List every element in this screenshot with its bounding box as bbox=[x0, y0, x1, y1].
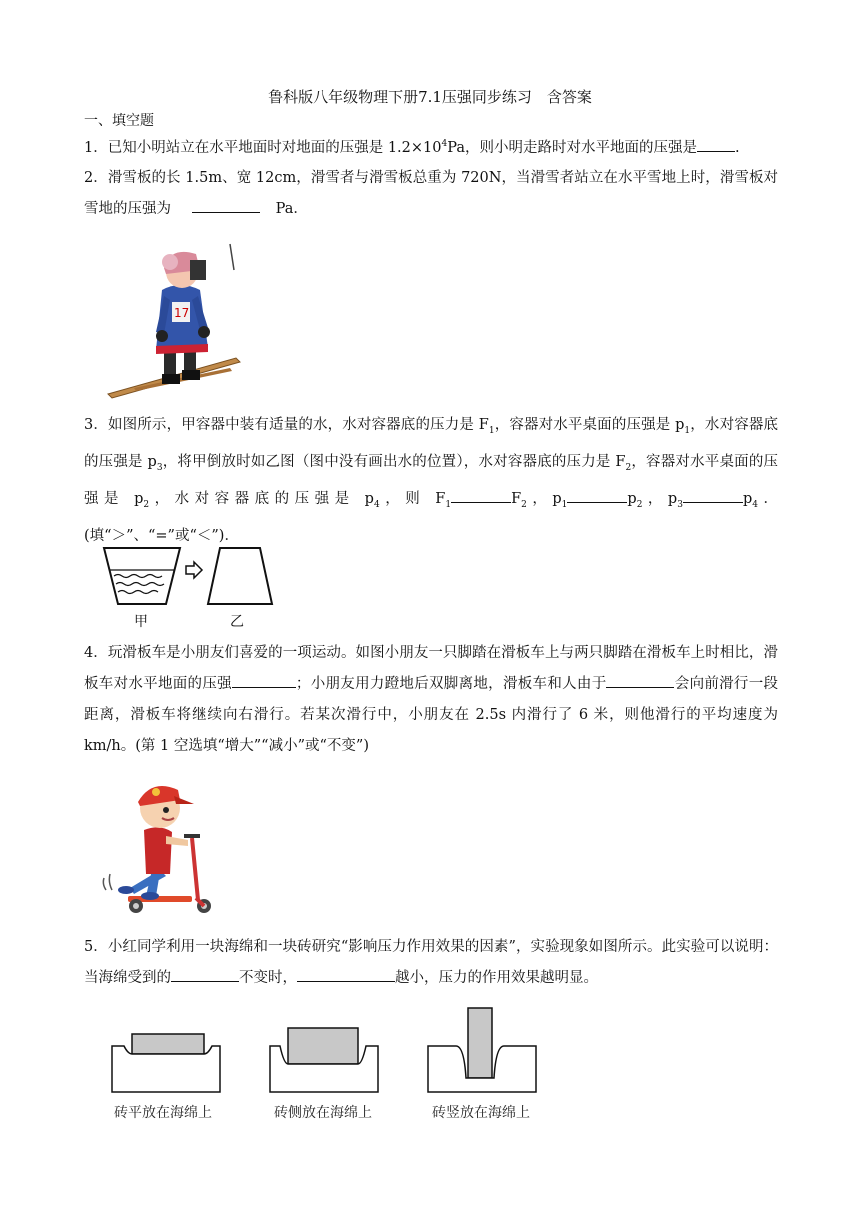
q3-sub: 1 bbox=[561, 499, 568, 510]
q4-text-a: 4．玩滑板车是小朋友们喜爱的一项运动。如图小朋友一只脚踏在滑板车上与两只脚踏在滑板车上时相比，滑板车对水平地面的压强 bbox=[84, 645, 778, 692]
q3-sub: 4 bbox=[752, 499, 758, 510]
q3-text: ，水对容器底的压强是 p bbox=[149, 490, 374, 507]
q5-text-a: 5．小红同学利用一块海绵和一块砖研究“影响压力作用效果的因素”，实验现象如图所示。此实验可以说明：当海绵受到的 bbox=[84, 939, 778, 986]
q1-text-a: 1．已知小明站立在水平地面时对地面的压强是 1.2×10 bbox=[84, 139, 442, 156]
answer-blank[interactable] bbox=[567, 487, 627, 503]
sponge-diagram-upright bbox=[426, 1006, 538, 1096]
caption-flat: 砖平放在海绵上 bbox=[114, 1105, 212, 1121]
q5-text-c: 越小，压力的作用效果越明显。 bbox=[395, 970, 598, 986]
q3-text: ．(填“＞”、“=”或“＜”)． bbox=[84, 490, 778, 544]
question-3 bbox=[84, 410, 778, 552]
q3-text: ，水对容器底的压强是 p bbox=[84, 417, 778, 470]
q3-text: ，容器对水平桌面的压强是 p bbox=[84, 453, 779, 507]
q3-text: ，则 F bbox=[379, 490, 446, 507]
caption-upright: 砖竖放在海绵上 bbox=[432, 1105, 530, 1121]
q3-sub: 4 bbox=[373, 499, 380, 510]
caption-side: 砖侧放在海绵上 bbox=[274, 1105, 372, 1121]
question-2 bbox=[84, 163, 778, 225]
q1-text-b: Pa，则小明走路时对水平地面的压强是 bbox=[447, 139, 697, 156]
arrow-icon bbox=[186, 562, 202, 578]
q3-text: 3．如图所示，甲容器中装有适量的水，水对容器底的压力是 F bbox=[84, 417, 489, 433]
q3-sub: 1 bbox=[684, 425, 691, 436]
question-1 bbox=[84, 129, 778, 164]
q1-text-c: . bbox=[734, 139, 740, 156]
q3-sub: 3 bbox=[156, 462, 163, 473]
q3-sub: 2 bbox=[143, 499, 150, 510]
q3-text: ，p bbox=[526, 490, 562, 507]
answer-blank[interactable] bbox=[192, 197, 260, 213]
q4-text-b: ；小朋友用力蹬地后双脚离地，滑板车和人由于 bbox=[295, 676, 607, 692]
answer-blank[interactable] bbox=[683, 487, 743, 503]
label-jia: 甲 bbox=[134, 614, 148, 630]
sponge-diagram-flat bbox=[110, 1030, 222, 1096]
q5-text-b: 不变时， bbox=[239, 970, 297, 986]
q1-sup: 4 bbox=[441, 139, 448, 149]
q3-sub: 1 bbox=[488, 425, 495, 436]
skier-figure bbox=[108, 244, 240, 398]
q3-sub: 2 bbox=[636, 499, 643, 510]
scooter-boy-figure bbox=[103, 786, 211, 913]
container-yi bbox=[208, 548, 272, 604]
q3-text: F bbox=[511, 490, 522, 507]
containers-diagram bbox=[100, 546, 276, 630]
sponge-diagram-side bbox=[268, 1026, 380, 1096]
q3-sub: 2 bbox=[625, 462, 632, 473]
q3-text: ，p bbox=[642, 490, 678, 507]
answer-blank[interactable] bbox=[697, 136, 735, 152]
question-5 bbox=[84, 932, 778, 994]
page-title: 鲁科版八年级物理下册7.1压强同步练习 含答案 bbox=[268, 88, 592, 106]
answer-blank[interactable] bbox=[171, 966, 239, 982]
label-yi: 乙 bbox=[230, 614, 244, 630]
q3-text: p bbox=[627, 490, 637, 507]
answer-blank[interactable] bbox=[606, 672, 674, 688]
q2-text-b: Pa． bbox=[275, 201, 308, 217]
brick-upright bbox=[468, 1008, 492, 1078]
question-4 bbox=[84, 638, 778, 762]
answer-blank[interactable] bbox=[451, 487, 511, 503]
skier-image bbox=[104, 240, 244, 402]
q3-text: ，将甲倒放时如乙图（图中没有画出水的位置），水对容器底的压力是 F bbox=[162, 453, 626, 470]
answer-blank[interactable] bbox=[232, 672, 296, 688]
q3-sub: 3 bbox=[677, 499, 683, 510]
answer-blank[interactable] bbox=[297, 966, 395, 982]
q3-sub: 2 bbox=[521, 499, 527, 510]
brick-side bbox=[288, 1028, 358, 1064]
svg-text:17: 17 bbox=[174, 306, 190, 320]
brick-flat bbox=[132, 1034, 204, 1054]
container-jia bbox=[104, 548, 180, 604]
q2-text-a: 2．滑雪板的长 1.5m、宽 12cm，滑雪者与滑雪板总重为 720N，当滑雪者站立在水平雪地上时，滑雪板对雪地的压强为 bbox=[84, 170, 778, 217]
q3-text: ，容器对水平桌面的压强是 p bbox=[494, 417, 685, 433]
scooter-boy-image bbox=[100, 778, 222, 918]
section-heading: 一、填空题 bbox=[84, 113, 154, 129]
q3-text: p bbox=[742, 490, 753, 507]
q4-text-c: 会向前滑行一段距离，滑板车将继续向右滑行。若某次滑行中，小朋友在 2.5s 内滑行了 6 米，则他滑行的平均速度为 km/h。(第 1 空选填“增大”“减小”或“不变”) bbox=[84, 676, 779, 754]
q3-sub: 1 bbox=[445, 499, 452, 510]
